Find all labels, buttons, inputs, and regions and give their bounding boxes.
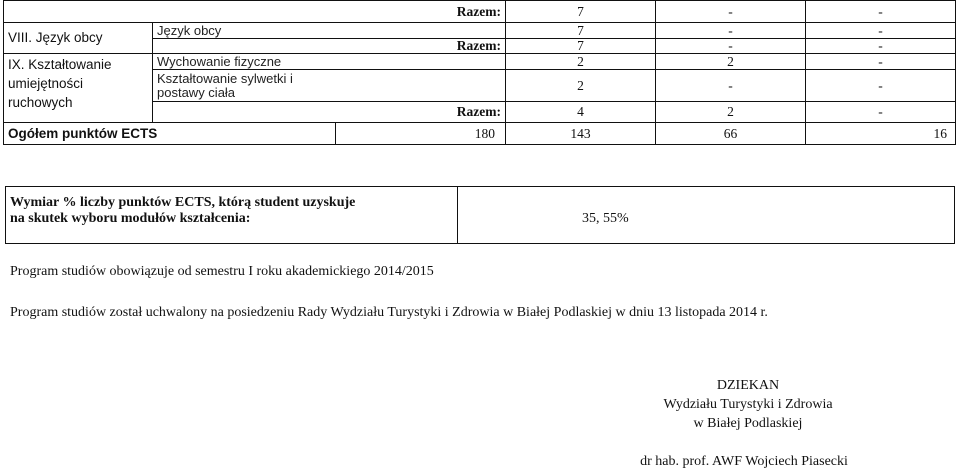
table-row — [4, 123, 956, 145]
table-row — [4, 23, 956, 39]
dean-signature-block — [598, 376, 898, 433]
program-adopted-note: Program studiów został uchwalony na posiedzeniu Rady Wydziału Turystyki i Zdrowia w Białej Podlaskiej w dniu 13 listopada 2014 r. — [10, 305, 768, 320]
elective-percentage-value: 35, 55% — [582, 211, 629, 226]
value-cell: - — [656, 1, 806, 23]
value-cell: - — [806, 54, 956, 70]
total-label: Ogółem punktów ECTS — [4, 123, 336, 145]
value-cell: - — [806, 39, 956, 54]
value-cell: - — [656, 70, 806, 102]
section-title-viii: VIII. Język obcy — [4, 23, 153, 54]
value-cell: 7 — [506, 1, 656, 23]
dean-title: DZIEKAN — [716, 378, 780, 393]
value-cell: - — [656, 23, 806, 39]
section-title-line: ruchowych — [8, 95, 73, 110]
program-valid-note: Program studiów obowiązuje od semestru I roku akademickiego 2014/2015 — [10, 264, 434, 279]
value-cell: 16 — [806, 123, 956, 145]
value-cell: 2 — [506, 70, 656, 102]
module-name-line: postawy ciała — [157, 84, 236, 100]
ects-table — [3, 0, 956, 145]
value-cell: 7 — [506, 39, 656, 54]
dean-name: dr hab. prof. AWF Wojciech Piasecki — [640, 454, 848, 469]
module-name — [153, 70, 506, 102]
table-row — [4, 1, 956, 23]
razem-label: Razem: — [153, 102, 506, 123]
section-title-ix — [4, 54, 153, 123]
section-title-line: IX. Kształtowanie — [8, 57, 112, 72]
value-cell: 2 — [506, 54, 656, 70]
value-cell: - — [806, 70, 956, 102]
value-cell: 7 — [506, 23, 656, 39]
razem-label: Razem: — [153, 39, 506, 54]
value-cell: - — [806, 23, 956, 39]
module-name-line: Kształtowanie sylwetki i — [157, 70, 293, 86]
value-cell: - — [806, 102, 956, 123]
value-cell: 180 — [336, 123, 506, 145]
value-cell: 4 — [506, 102, 656, 123]
module-name: Język obcy — [153, 23, 506, 39]
elective-percentage-box — [5, 186, 955, 244]
table-row — [4, 54, 956, 70]
section-title-line: umiejętności — [8, 76, 84, 91]
elective-percentage-label — [6, 187, 458, 243]
razem-label: Razem: — [4, 1, 506, 23]
value-cell: - — [656, 39, 806, 54]
value-cell: 2 — [656, 54, 806, 70]
value-cell: - — [806, 1, 956, 23]
faculty-location: w Białej Podlaskiej — [693, 416, 803, 431]
value-cell: 143 — [506, 123, 656, 145]
value-cell: 66 — [656, 123, 806, 145]
value-cell: 2 — [656, 102, 806, 123]
label-line: na skutek wyboru modułów kształcenia: — [10, 211, 251, 226]
faculty-name: Wydziału Turystyki i Zdrowia — [663, 397, 833, 412]
module-name: Wychowanie fizyczne — [153, 54, 506, 70]
label-line: Wymiar % liczby punktów ECTS, którą student uzyskuje — [10, 195, 356, 210]
